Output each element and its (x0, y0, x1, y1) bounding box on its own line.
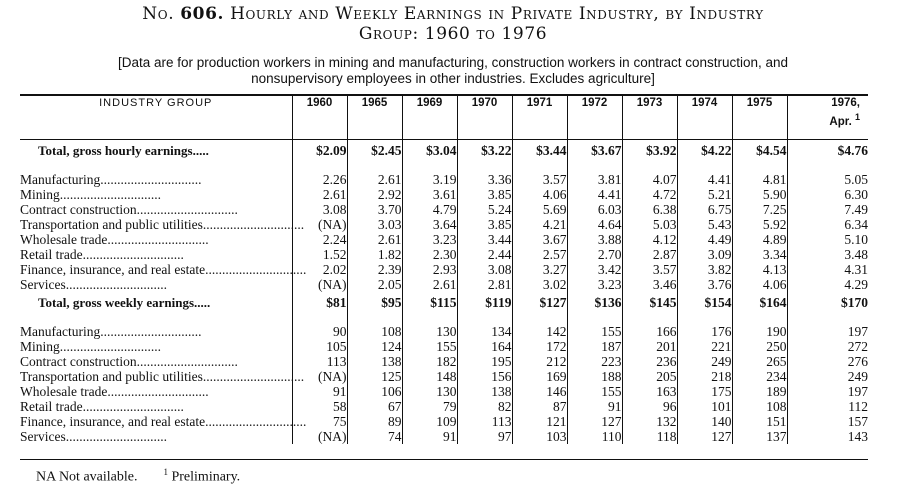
table-cell: 118 (622, 429, 677, 444)
row-label: Retail trade.............................. (20, 399, 184, 414)
table-cell: $81 (292, 292, 347, 314)
table-cell: 4.12 (622, 232, 677, 247)
total-hourly-row (20, 140, 868, 163)
table-cell: $95 (347, 292, 402, 314)
table-cell: 3.34 (732, 247, 787, 262)
table-cell: 197 (787, 384, 868, 399)
leader-dots: ..... (194, 295, 211, 310)
table-cell: 130 (402, 384, 457, 399)
table-cell: 74 (347, 429, 402, 444)
table-cell: 3.19 (402, 172, 457, 187)
table-cell: 106 (347, 384, 402, 399)
table-cell: 91 (567, 399, 622, 414)
table-cell: (NA) (292, 429, 347, 444)
table-cell: 249 (677, 354, 732, 369)
table-cell: 5.24 (457, 202, 512, 217)
hourly-row (20, 247, 868, 262)
table-cell: 3.57 (622, 262, 677, 277)
table-cell: 1.52 (292, 247, 347, 262)
column-header: 1975 (732, 96, 787, 140)
headnote (10, 55, 896, 87)
spacer-cell (567, 162, 622, 172)
table-cell: 58 (292, 399, 347, 414)
weekly-row (20, 324, 868, 339)
leader-dots: .............................. (202, 369, 305, 384)
table-cell: $170 (787, 292, 868, 314)
table-cell: 4.79 (402, 202, 457, 217)
table-cell: 143 (787, 429, 868, 444)
table-cell: 265 (732, 354, 787, 369)
table-bottom-rule (20, 459, 868, 460)
table-cell: 4.29 (787, 277, 868, 292)
table-cell: $115 (402, 292, 457, 314)
table-cell: 157 (787, 414, 868, 429)
spacer-cell (732, 314, 787, 324)
table-cell: 75 (292, 414, 347, 429)
table-cell: 4.64 (567, 217, 622, 232)
leader-dots: .............................. (59, 187, 162, 202)
spacer-cell (512, 314, 567, 324)
table-cell: 3.23 (402, 232, 457, 247)
table-cell: 2.30 (402, 247, 457, 262)
table-cell: 6.34 (787, 217, 868, 232)
table-cell: 3.03 (347, 217, 402, 232)
header-row (20, 96, 868, 140)
spacer-cell (457, 314, 512, 324)
table-cell: 4.81 (732, 172, 787, 187)
leader-dots: .............................. (82, 399, 184, 414)
table-cell: $2.09 (292, 140, 347, 163)
table-cell: 91 (402, 429, 457, 444)
table-cell: 2.70 (567, 247, 622, 262)
spacer-cell (292, 314, 347, 324)
row-label: Wholesale trade.............................. (20, 232, 209, 247)
table-cell: 113 (292, 354, 347, 369)
hourly-row (20, 217, 868, 232)
leader-dots: .............................. (136, 202, 238, 217)
table-cell: 90 (292, 324, 347, 339)
table-cell: 82 (457, 399, 512, 414)
column-header-1976 (787, 96, 868, 140)
table-cell: 108 (732, 399, 787, 414)
table-cell: 110 (567, 429, 622, 444)
table-cell: 212 (512, 354, 567, 369)
table-cell: 156 (457, 369, 512, 384)
title-line-1 (0, 4, 906, 24)
table-cell: $4.76 (787, 140, 868, 163)
table-cell: 4.49 (677, 232, 732, 247)
column-header: 1973 (622, 96, 677, 140)
table-cell: 4.07 (622, 172, 677, 187)
table-cell: (NA) (292, 277, 347, 292)
row-label: Total, gross weekly earnings..... (38, 295, 211, 310)
table-cell: 3.23 (567, 277, 622, 292)
spacer-cell (787, 314, 868, 324)
title-prefix: No. (142, 4, 175, 24)
leader-dots: .............................. (100, 172, 202, 187)
weekly-row (20, 339, 868, 354)
table-cell: 155 (567, 324, 622, 339)
column-header: 1965 (347, 96, 402, 140)
footnote-na: NA Not available. (36, 469, 138, 485)
total-weekly-row (20, 292, 868, 314)
table-cell: 2.39 (347, 262, 402, 277)
table-cell: 182 (402, 354, 457, 369)
table-cell: 151 (732, 414, 787, 429)
table-cell: 164 (457, 339, 512, 354)
table-cell: 234 (732, 369, 787, 384)
table-cell: 109 (402, 414, 457, 429)
spacer-cell (567, 314, 622, 324)
table-cell: 125 (347, 369, 402, 384)
table-cell: 67 (347, 399, 402, 414)
table-cell: 137 (732, 429, 787, 444)
leader-dots: .............................. (136, 354, 238, 369)
row-label: Mining.............................. (20, 339, 162, 354)
table-cell: 138 (457, 384, 512, 399)
table-cell: $2.45 (347, 140, 402, 163)
table-cell: 89 (347, 414, 402, 429)
table-cell: 197 (787, 324, 868, 339)
table-cell: 121 (512, 414, 567, 429)
hourly-row (20, 277, 868, 292)
table-cell: 91 (292, 384, 347, 399)
table-cell: 7.49 (787, 202, 868, 217)
table-cell: 5.43 (677, 217, 732, 232)
table-cell: 3.70 (347, 202, 402, 217)
row-label: Transportation and public utilities.............................. (20, 369, 305, 384)
leader-dots: .............................. (202, 217, 305, 232)
table-cell: 105 (292, 339, 347, 354)
table-cell: 155 (567, 384, 622, 399)
table-cell: 5.10 (787, 232, 868, 247)
table-cell: $3.44 (512, 140, 567, 163)
table-cell: 3.81 (567, 172, 622, 187)
column-header: 1969 (402, 96, 457, 140)
leader-dots: .............................. (59, 339, 162, 354)
table-cell: 3.46 (622, 277, 677, 292)
table-cell: $119 (457, 292, 512, 314)
table-cell: 4.41 (567, 187, 622, 202)
spacer-cell (402, 314, 457, 324)
table-cell: 2.02 (292, 262, 347, 277)
table-cell: 2.93 (402, 262, 457, 277)
hourly-row (20, 187, 868, 202)
table-cell: 175 (677, 384, 732, 399)
spacer-cell (622, 314, 677, 324)
table-cell: $127 (512, 292, 567, 314)
footnote-mark: 1 (163, 467, 168, 477)
leader-dots: .............................. (65, 277, 167, 292)
column-header-1976-line1: 1976, (831, 97, 860, 109)
title-text-1: Hourly and Weekly Earnings in Private Industry, by Industry (230, 4, 764, 24)
spacer-cell (732, 162, 787, 172)
earnings-table (20, 96, 868, 444)
table-cell: 79 (402, 399, 457, 414)
table-cell: 130 (402, 324, 457, 339)
row-label: Services.............................. (20, 277, 167, 292)
table-cell: 3.57 (512, 172, 567, 187)
table-cell: $136 (567, 292, 622, 314)
table-cell: 3.61 (402, 187, 457, 202)
table-cell: 189 (732, 384, 787, 399)
leader-dots: .............................. (107, 232, 209, 247)
row-label: Contract construction.............................. (20, 202, 238, 217)
row-label: Mining.............................. (20, 187, 162, 202)
table-cell: 166 (622, 324, 677, 339)
table-cell: 276 (787, 354, 868, 369)
column-header-footnote-mark: 1 (854, 112, 860, 122)
table-cell: 124 (347, 339, 402, 354)
leader-dots: .............................. (82, 247, 184, 262)
table-cell: 2.57 (512, 247, 567, 262)
table-cell: 272 (787, 339, 868, 354)
weekly-row (20, 354, 868, 369)
table-cell: 201 (622, 339, 677, 354)
table-cell: 5.03 (622, 217, 677, 232)
table-cell: 142 (512, 324, 567, 339)
weekly-row (20, 384, 868, 399)
table-cell: 2.61 (347, 232, 402, 247)
table-cell: 250 (732, 339, 787, 354)
table-cell: 108 (347, 324, 402, 339)
spacer-cell (677, 314, 732, 324)
table-cell: 3.67 (512, 232, 567, 247)
column-header: 1972 (567, 96, 622, 140)
leader-dots: .............................. (65, 429, 167, 444)
table-cell: 127 (567, 414, 622, 429)
table-cell: 2.61 (292, 187, 347, 202)
spacer-cell (347, 314, 402, 324)
table-cell: 4.21 (512, 217, 567, 232)
table-cell: 6.30 (787, 187, 868, 202)
table-cell: $164 (732, 292, 787, 314)
table-cell: 3.82 (677, 262, 732, 277)
table-cell: 2.92 (347, 187, 402, 202)
table-cell: 7.25 (732, 202, 787, 217)
row-label: Wholesale trade.............................. (20, 384, 209, 399)
table-cell: 236 (622, 354, 677, 369)
column-header-1976-month: Apr. (829, 115, 852, 128)
row-label: Services.............................. (20, 429, 167, 444)
spacer-cell (677, 162, 732, 172)
spacer-cell (402, 162, 457, 172)
table-cell: 4.06 (732, 277, 787, 292)
table-cell: 134 (457, 324, 512, 339)
table-cell: 221 (677, 339, 732, 354)
row-label: Retail trade.............................. (20, 247, 184, 262)
row-label: Finance, insurance, and real estate.............................. (20, 414, 307, 429)
row-label: Manufacturing.............................. (20, 324, 202, 339)
table-cell: 6.03 (567, 202, 622, 217)
table-body (20, 140, 868, 445)
table-cell: 87 (512, 399, 567, 414)
table-cell: $3.67 (567, 140, 622, 163)
table-cell: $3.04 (402, 140, 457, 163)
table-cell: 176 (677, 324, 732, 339)
spacer-cell (512, 162, 567, 172)
table-cell: 5.90 (732, 187, 787, 202)
table-cell: 103 (512, 429, 567, 444)
table-cell: 172 (512, 339, 567, 354)
table-cell: (NA) (292, 369, 347, 384)
table-cell: 223 (567, 354, 622, 369)
table-cell: $4.54 (732, 140, 787, 163)
table-cell: 96 (622, 399, 677, 414)
table-cell: $4.22 (677, 140, 732, 163)
leader-dots: .............................. (100, 324, 202, 339)
table-cell: 127 (677, 429, 732, 444)
table-cell: 4.41 (677, 172, 732, 187)
column-header-1976-line2 (788, 110, 861, 129)
table-cell: 3.36 (457, 172, 512, 187)
table-cell: 148 (402, 369, 457, 384)
table-cell: 6.75 (677, 202, 732, 217)
table-cell: 2.61 (402, 277, 457, 292)
table-cell: 2.44 (457, 247, 512, 262)
table-cell: 112 (787, 399, 868, 414)
leader-dots: .............................. (107, 384, 209, 399)
row-label: Transportation and public utilities.............................. (20, 217, 305, 232)
table-cell: 163 (622, 384, 677, 399)
table-cell: $3.22 (457, 140, 512, 163)
spacer-label (20, 314, 292, 324)
column-header: 1960 (292, 96, 347, 140)
table-cell: 6.38 (622, 202, 677, 217)
spacer-cell (457, 162, 512, 172)
table-cell: 3.02 (512, 277, 567, 292)
row-label: Total, gross hourly earnings..... (38, 143, 209, 158)
table-cell: 4.89 (732, 232, 787, 247)
column-header: 1970 (457, 96, 512, 140)
table-cell: 3.27 (512, 262, 567, 277)
table-cell: 3.09 (677, 247, 732, 262)
column-header: 1974 (677, 96, 732, 140)
hourly-row (20, 202, 868, 217)
table-cell: 4.06 (512, 187, 567, 202)
weekly-row (20, 429, 868, 444)
table-cell: 4.13 (732, 262, 787, 277)
table-cell: $3.92 (622, 140, 677, 163)
table-cell: 2.81 (457, 277, 512, 292)
table-cell: 5.21 (677, 187, 732, 202)
weekly-row (20, 369, 868, 384)
table-cell: 3.64 (402, 217, 457, 232)
table-cell: 187 (567, 339, 622, 354)
table-cell: 97 (457, 429, 512, 444)
weekly-row (20, 399, 868, 414)
table-cell: 205 (622, 369, 677, 384)
table-cell: 3.85 (457, 217, 512, 232)
table-cell: 5.92 (732, 217, 787, 232)
table-cell: 218 (677, 369, 732, 384)
row-label: Contract construction.............................. (20, 354, 238, 369)
title-line-2: Group: 1960 to 1976 (358, 24, 548, 44)
spacer-row (20, 314, 868, 324)
table-cell: 190 (732, 324, 787, 339)
table-cell: 2.05 (347, 277, 402, 292)
table-cell: 2.24 (292, 232, 347, 247)
table-cell: 3.08 (292, 202, 347, 217)
table-cell: 3.85 (457, 187, 512, 202)
table-cell: (NA) (292, 217, 347, 232)
row-label: Finance, insurance, and real estate.............................. (20, 262, 307, 277)
spacer-cell (787, 162, 868, 172)
hourly-row (20, 172, 868, 187)
leader-dots: ..... (192, 143, 209, 158)
table-cell: 3.44 (457, 232, 512, 247)
spacer-cell (622, 162, 677, 172)
table-cell: 113 (457, 414, 512, 429)
table-cell: $154 (677, 292, 732, 314)
table-cell: 3.76 (677, 277, 732, 292)
table-cell: 4.72 (622, 187, 677, 202)
row-label: Manufacturing.............................. (20, 172, 202, 187)
table-cell: 155 (402, 339, 457, 354)
table-cell: $145 (622, 292, 677, 314)
spacer-label (20, 162, 292, 172)
table-cell: 101 (677, 399, 732, 414)
hourly-row (20, 232, 868, 247)
table-cell: 2.87 (622, 247, 677, 262)
stub-header: INDUSTRY GROUP (20, 96, 292, 140)
spacer-cell (292, 162, 347, 172)
table-cell: 140 (677, 414, 732, 429)
spacer-cell (347, 162, 402, 172)
table-number: 606. (180, 4, 225, 24)
table-cell: 1.82 (347, 247, 402, 262)
footnotes (36, 467, 240, 486)
table-cell: 5.05 (787, 172, 868, 187)
table-cell: 2.26 (292, 172, 347, 187)
table-title (0, 4, 906, 44)
weekly-row (20, 414, 868, 429)
column-header: 1971 (512, 96, 567, 140)
table-cell: 138 (347, 354, 402, 369)
table-cell: 3.48 (787, 247, 868, 262)
footnote-preliminary: Preliminary. (171, 469, 241, 485)
table-cell: 146 (512, 384, 567, 399)
table-cell: 195 (457, 354, 512, 369)
hourly-row (20, 262, 868, 277)
table-cell: 5.69 (512, 202, 567, 217)
table-cell: 3.08 (457, 262, 512, 277)
table-cell: 169 (512, 369, 567, 384)
headnote-line-1: [Data are for production workers in mining and manufacturing, construction workers in contract construction, and (117, 55, 789, 70)
table-cell: 3.42 (567, 262, 622, 277)
table-cell: 188 (567, 369, 622, 384)
table-cell: 4.31 (787, 262, 868, 277)
spacer-row (20, 162, 868, 172)
table-cell: 132 (622, 414, 677, 429)
headnote-line-2: nonsupervisory employees in other industries. Excludes agriculture] (251, 71, 655, 86)
table-cell: 249 (787, 369, 868, 384)
leader-dots: .............................. (205, 414, 307, 429)
leader-dots: .............................. (205, 262, 307, 277)
table-cell: 3.88 (567, 232, 622, 247)
table-cell: 2.61 (347, 172, 402, 187)
